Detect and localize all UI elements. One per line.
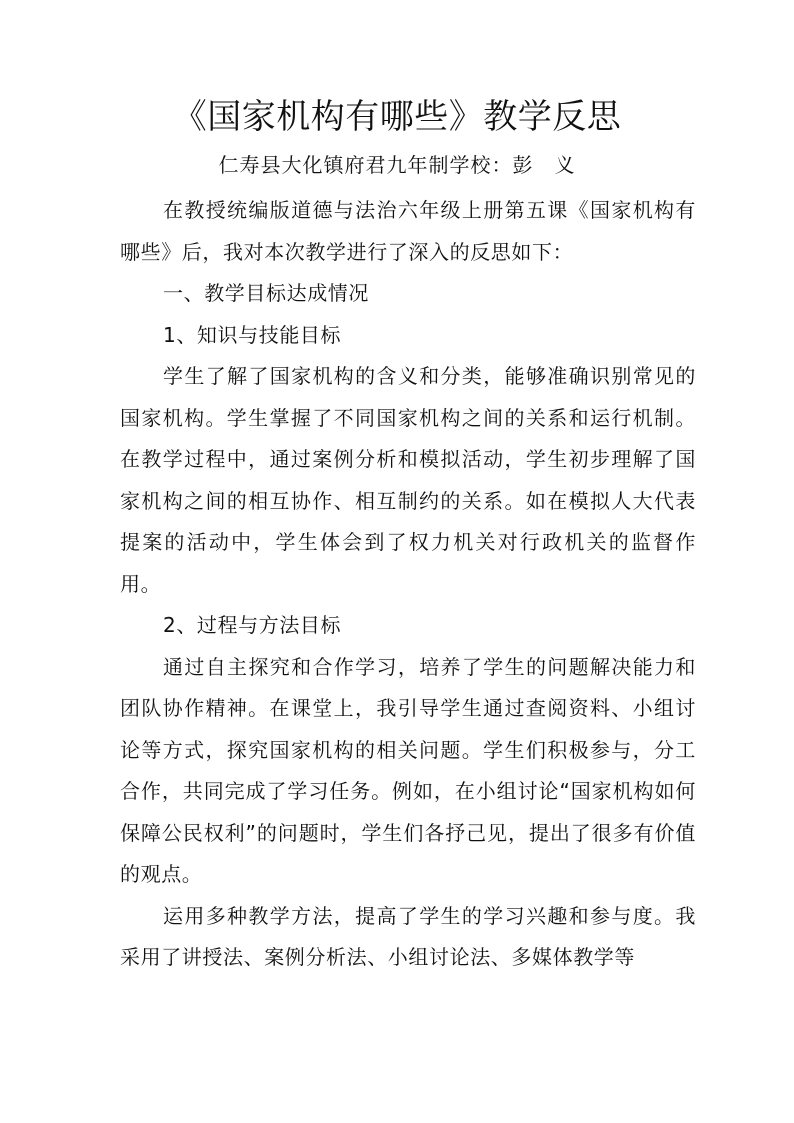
document-title: 《国家机构有哪些》教学反思 [172,97,622,137]
document-body [120,190,696,979]
subsection-heading: 2、过程与方法目标 [163,613,342,637]
paragraph: 通过自主探究和合作学习，培养了学生的问题解决能力和团队协作精神。在课堂上，我引导学生通过查阅资料、小组讨论等方式，探究国家机构的相关问题。学生们积极参与，分工合作，共同完成了学习任务。例如，在小组讨论“国家机构如何保障公民权利”的问题时，学生们各抒己见，提出了很多有价值的观点。 [120,654,696,886]
section-heading: 一、教学目标达成情况 [163,281,369,305]
paragraph: 学生了解了国家机构的含义和分类，能够准确识别常见的国家机构。学生掌握了不同国家机构之间的关系和运行机制。在教学过程中，通过案例分析和模拟活动，学生初步理解了国家机构之间的相互协作、相互制约的关系。如在模拟人大代表提案的活动中，学生体会到了权力机关对行政机关的监督作用。 [120,364,696,596]
paragraph: 运用多种教学方法，提高了学生的学习兴趣和参与度。我采用了讲授法、案例分析法、小组讨论法、多媒体教学等 [120,903,696,969]
paragraph-intro: 在教授统编版道德与法治六年级上册第五课《国家机构有哪些》后，我对本次教学进行了深入的反思如下： [120,198,696,264]
subsection-heading: 1、知识与技能目标 [163,322,342,347]
document-author: 仁寿县大化镇府君九年制学校：彭 义 [218,153,576,177]
